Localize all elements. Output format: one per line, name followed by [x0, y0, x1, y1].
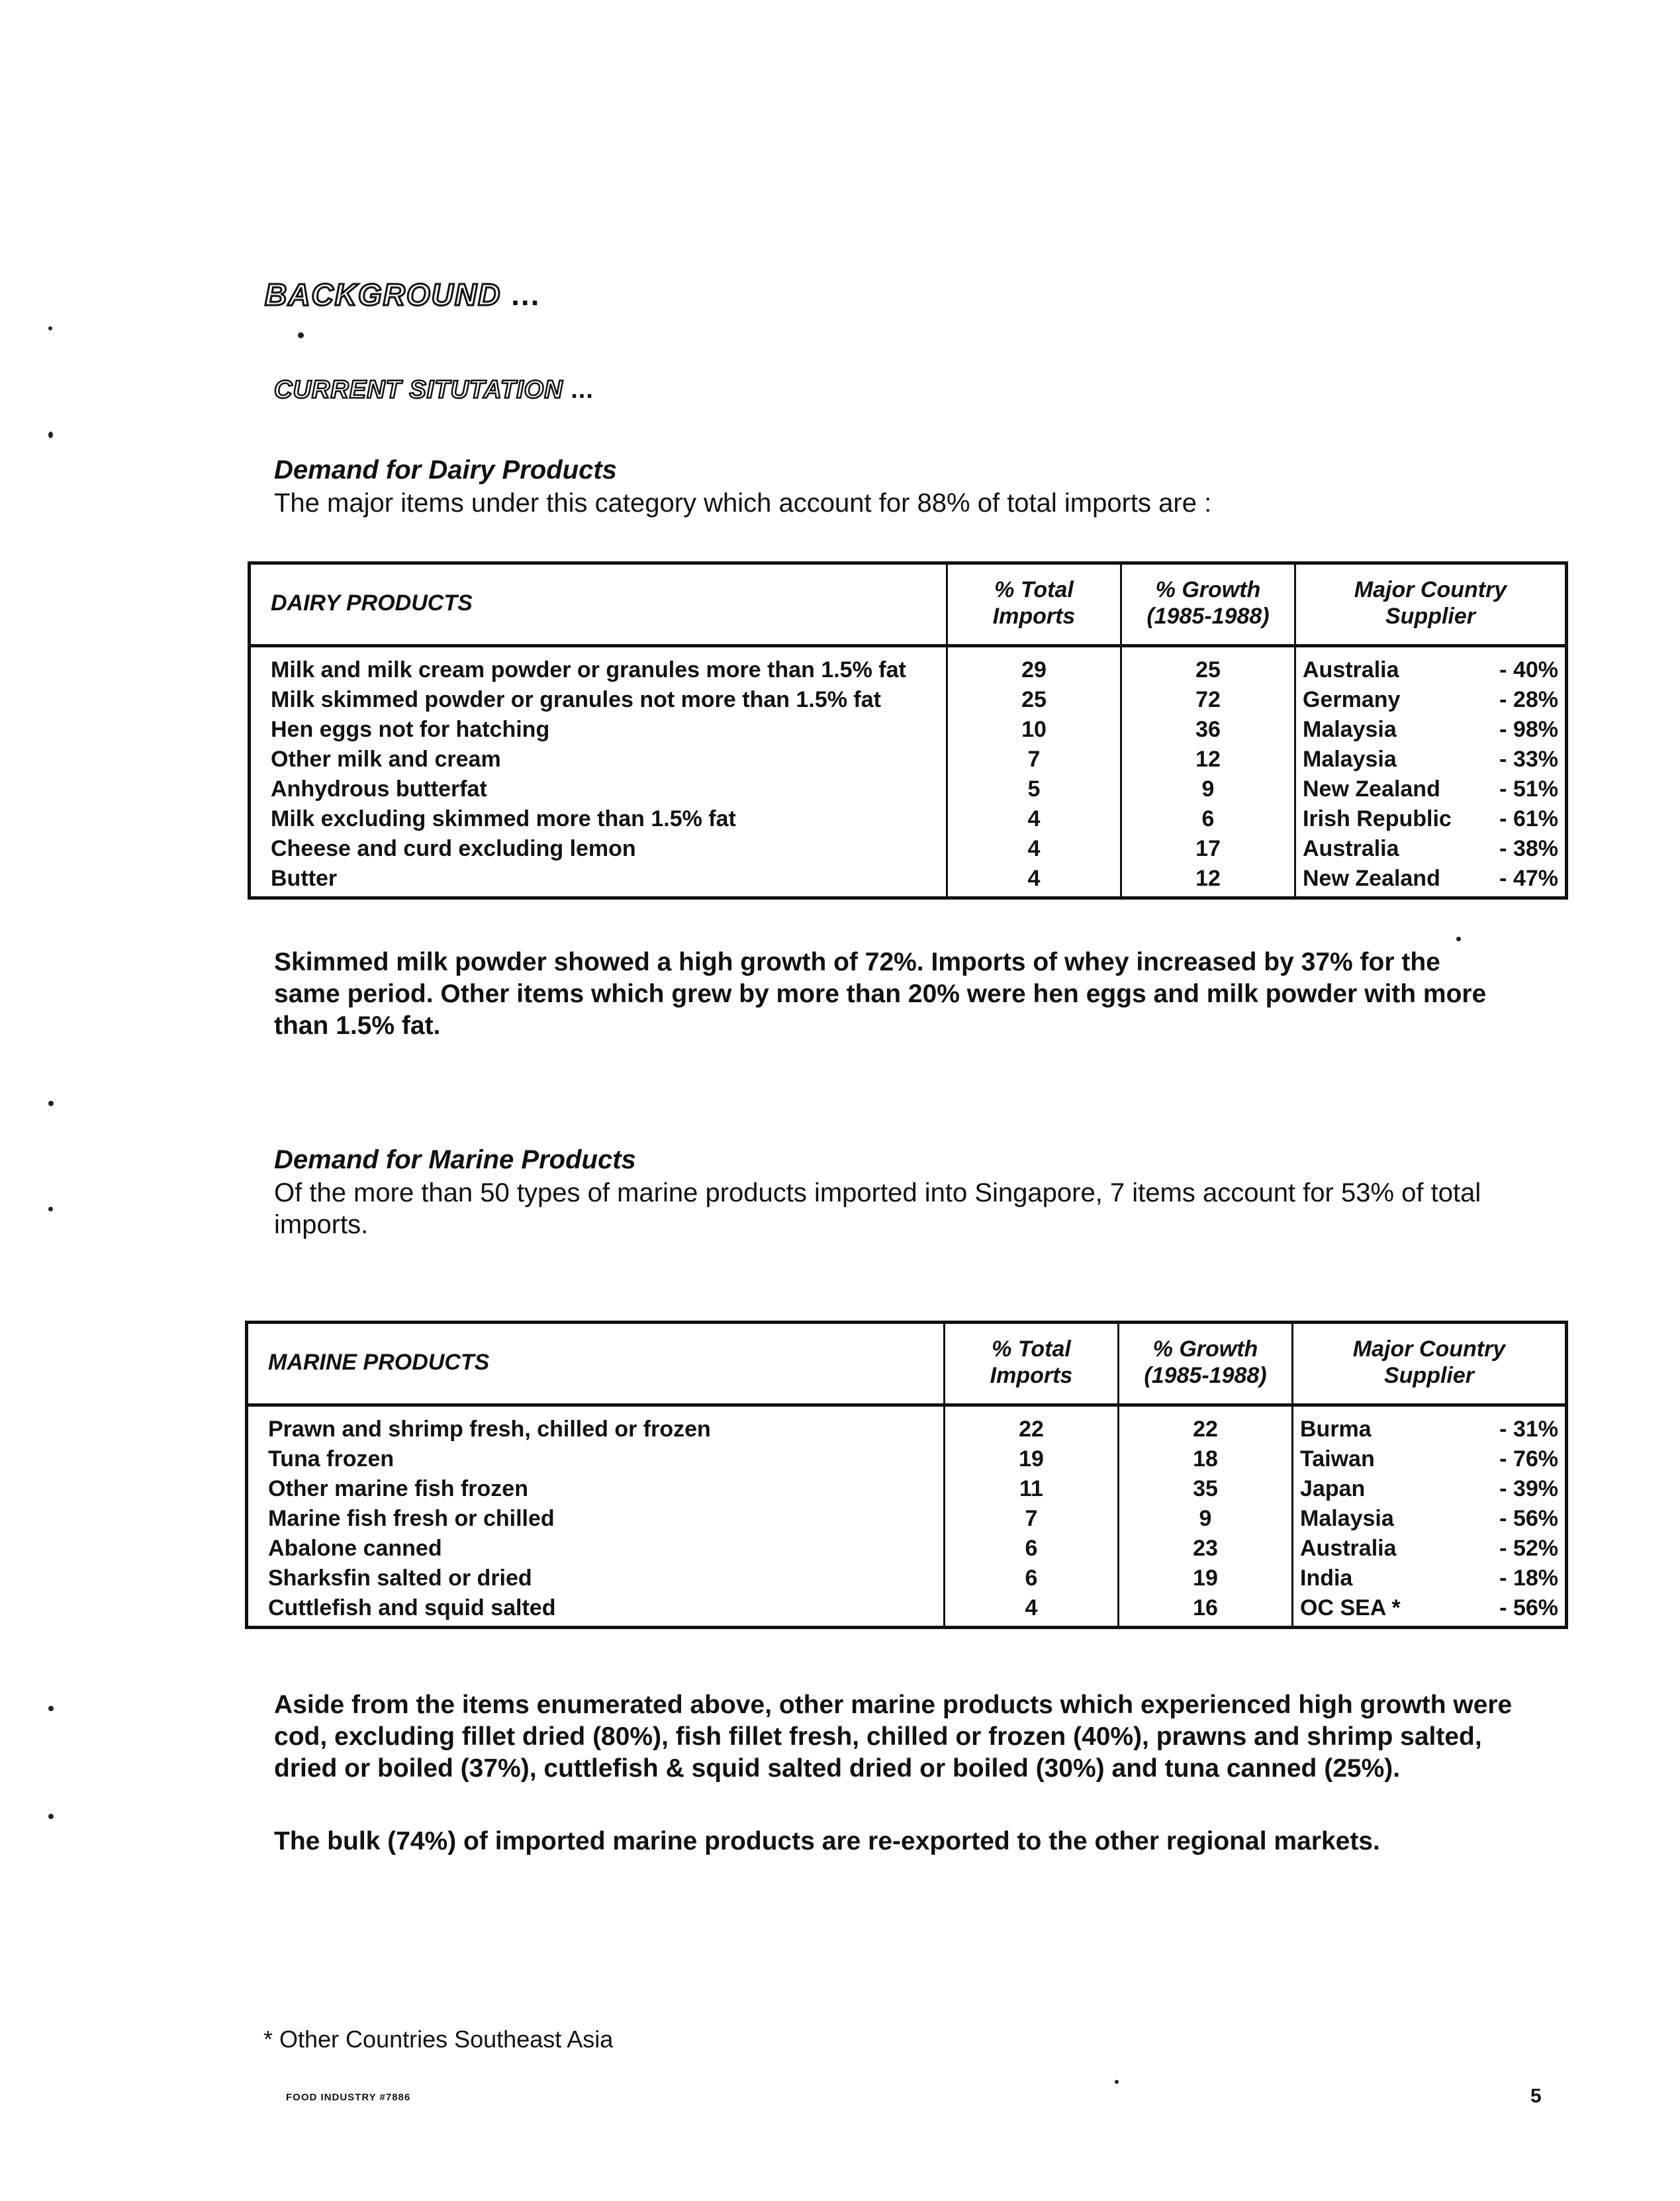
cell-product: Other milk and cream [271, 747, 501, 772]
cell-total-imports: 10 [947, 715, 1121, 745]
supplier-share: - 51% [1499, 776, 1558, 802]
column-header-major-country-supplier: Major Country Supplier [1293, 1323, 1567, 1405]
cell-product: Anhydrous butterfat [271, 776, 487, 802]
cell-total-imports: 29 [947, 646, 1121, 686]
cell-product: Milk and milk cream powder or granules more than 1.5% fat [271, 657, 906, 682]
background-heading: BACKGROUND ... [265, 277, 541, 312]
table-row [247, 1474, 1567, 1504]
cell-total-imports: 4 [947, 804, 1121, 834]
column-header-major-country-supplier: Major Country Supplier [1295, 563, 1567, 646]
table-row [250, 834, 1567, 864]
cell-product: Milk skimmed powder or granules not more than 1.5% fat [271, 687, 881, 712]
cell-growth: 9 [1121, 774, 1295, 804]
supplier-country: Australia [1303, 657, 1399, 682]
cell-supplier [1295, 864, 1567, 898]
supplier-country: New Zealand [1303, 866, 1440, 891]
cell-growth: 19 [1119, 1564, 1293, 1593]
table-row [250, 685, 1567, 715]
cell-product: Abalone canned [268, 1536, 442, 1561]
marine-paragraph-reexport: The bulk (74%) of imported marine products are re-exported to the other regional markets. [274, 1827, 1380, 1855]
marine-table-body [247, 1405, 1567, 1628]
supplier-share: - 31% [1499, 1417, 1558, 1442]
table-row [247, 1504, 1567, 1534]
marine-intro: Of the more than 50 types of marine products imported into Singapore, 7 items account for 53% of total imports. [274, 1178, 1481, 1239]
cell-growth: 35 [1119, 1474, 1293, 1504]
supplier-share: - 28% [1499, 687, 1558, 712]
cell-product: Milk excluding skimmed more than 1.5% fat [271, 806, 736, 831]
cell-supplier [1293, 1564, 1567, 1593]
cell-product: Butter [271, 866, 338, 891]
table-header-row [250, 563, 1567, 646]
cell-growth: 22 [1119, 1405, 1293, 1445]
cell-growth: 23 [1119, 1534, 1293, 1564]
column-header-growth: % Growth (1985-1988) [1119, 1323, 1293, 1405]
cell-total-imports: 22 [945, 1405, 1119, 1445]
marine-products-table [245, 1321, 1568, 1629]
cell-growth: 17 [1121, 834, 1295, 864]
supplier-share: - 47% [1499, 866, 1558, 891]
table-row [250, 864, 1567, 898]
cell-growth: 9 [1119, 1504, 1293, 1534]
cell-product: Prawn and shrimp fresh, chilled or frozen [268, 1417, 711, 1442]
supplier-country: Malaysia [1300, 1506, 1394, 1531]
column-header-total-imports: % Total Imports [945, 1323, 1119, 1405]
cell-total-imports: 11 [945, 1474, 1119, 1504]
supplier-share: - 61% [1499, 806, 1558, 831]
scan-speck [1456, 937, 1461, 941]
cell-supplier [1293, 1593, 1567, 1628]
supplier-country: Malaysia [1303, 717, 1397, 742]
dairy-intro: The major items under this category which account for 88% of total imports are : [274, 489, 1212, 518]
cell-total-imports: 4 [947, 834, 1121, 864]
supplier-share: - 38% [1499, 836, 1558, 861]
cell-product: Tuna frozen [268, 1446, 395, 1472]
column-header-total-imports: % Total Imports [947, 563, 1121, 646]
cell-growth: 6 [1121, 804, 1295, 834]
supplier-share: - 52% [1499, 1536, 1558, 1561]
cell-product: Other marine fish frozen [268, 1476, 528, 1501]
cell-growth: 36 [1121, 715, 1295, 745]
table-row [250, 745, 1567, 774]
table-row [250, 804, 1567, 834]
footer-publication: FOOD INDUSTRY #7886 [286, 2092, 411, 2103]
supplier-share: - 56% [1499, 1595, 1558, 1620]
cell-supplier [1295, 834, 1567, 864]
cell-total-imports: 6 [945, 1534, 1119, 1564]
cell-product: Cheese and curd excluding lemon [271, 836, 636, 861]
supplier-share: - 40% [1499, 657, 1558, 682]
supplier-country: Australia [1303, 836, 1399, 861]
cell-growth: 12 [1121, 745, 1295, 774]
cell-total-imports: 25 [947, 685, 1121, 715]
cell-growth: 25 [1121, 646, 1295, 686]
table-header-row [247, 1323, 1567, 1405]
cell-supplier [1295, 774, 1567, 804]
supplier-country: Malaysia [1303, 747, 1397, 772]
cell-supplier [1295, 715, 1567, 745]
background-heading-text: BACKGROUND [265, 277, 502, 312]
supplier-share: - 33% [1499, 747, 1558, 772]
cell-growth: 12 [1121, 864, 1295, 898]
table-row [247, 1405, 1567, 1445]
cell-total-imports: 7 [945, 1504, 1119, 1534]
supplier-country: Taiwan [1300, 1446, 1375, 1472]
scan-speck [298, 332, 304, 338]
cell-total-imports: 6 [945, 1564, 1119, 1593]
cell-total-imports: 7 [947, 745, 1121, 774]
table-row [250, 715, 1567, 745]
table-row [247, 1444, 1567, 1474]
cell-supplier [1295, 646, 1567, 686]
cell-product: Sharksfin salted or dried [268, 1566, 532, 1591]
cell-supplier [1293, 1534, 1567, 1564]
cell-supplier [1293, 1504, 1567, 1534]
scan-speck [1115, 2080, 1119, 2084]
page-number: 5 [1530, 2085, 1542, 2107]
cell-supplier [1293, 1444, 1567, 1474]
column-header-growth: % Growth (1985-1988) [1121, 563, 1295, 646]
cell-total-imports: 4 [945, 1593, 1119, 1628]
cell-supplier [1295, 804, 1567, 834]
cell-growth: 72 [1121, 685, 1295, 715]
supplier-country: Burma [1300, 1417, 1372, 1442]
table-row [247, 1593, 1567, 1628]
table-row [247, 1534, 1567, 1564]
cell-product: Hen eggs not for hatching [271, 717, 550, 742]
table-row [247, 1564, 1567, 1593]
scan-speck [48, 1706, 54, 1711]
scan-speck [48, 326, 52, 330]
footnote: * Other Countries Southeast Asia [263, 2026, 614, 2053]
supplier-share: - 18% [1499, 1566, 1558, 1591]
cell-total-imports: 19 [945, 1444, 1119, 1474]
cell-growth: 16 [1119, 1593, 1293, 1628]
cell-product: Cuttlefish and squid salted [268, 1595, 556, 1620]
supplier-share: - 39% [1499, 1476, 1558, 1501]
cell-supplier [1295, 745, 1567, 774]
supplier-country: India [1300, 1566, 1353, 1591]
dairy-paragraph: Skimmed milk powder showed a high growth of 72%. Imports of whey increased by 37% for the same period. Other items which grew by more than 20% were hen eggs and milk powder with more than 1.5% fat. [274, 948, 1487, 1040]
current-situation-heading: CURRENT SITUTATION ... [274, 376, 594, 404]
supplier-share: - 98% [1499, 717, 1558, 742]
scan-speck [48, 1101, 54, 1106]
marine-section-title: Demand for Marine Products [274, 1145, 636, 1174]
supplier-country: Australia [1300, 1536, 1397, 1561]
column-header-product: MARINE PRODUCTS [247, 1323, 945, 1405]
column-header-product: DAIRY PRODUCTS [250, 563, 947, 646]
supplier-share: - 76% [1499, 1446, 1558, 1472]
supplier-country: Japan [1300, 1476, 1366, 1501]
supplier-country: Irish Republic [1303, 806, 1452, 831]
cell-product: Marine fish fresh or chilled [268, 1506, 555, 1531]
table-row [250, 774, 1567, 804]
dairy-table-body [250, 646, 1567, 898]
scan-speck [48, 432, 53, 438]
supplier-country: New Zealand [1303, 776, 1440, 802]
cell-total-imports: 5 [947, 774, 1121, 804]
scan-speck [48, 1207, 53, 1211]
supplier-country: Germany [1303, 687, 1401, 712]
cell-total-imports: 4 [947, 864, 1121, 898]
table-row [250, 646, 1567, 686]
cell-growth: 18 [1119, 1444, 1293, 1474]
cell-supplier [1293, 1474, 1567, 1504]
supplier-country: OC SEA * [1300, 1595, 1401, 1620]
supplier-share: - 56% [1499, 1506, 1558, 1531]
cell-supplier [1295, 685, 1567, 715]
dairy-section-title: Demand for Dairy Products [274, 455, 617, 485]
scan-speck [48, 1814, 54, 1819]
cell-supplier [1293, 1405, 1567, 1445]
dairy-products-table [248, 561, 1568, 900]
marine-paragraph-growth: Aside from the items enumerated above, other marine products which experienced high growth were cod, excluding fillet dried (80%), fish fillet fresh, chilled or frozen (40%), prawns and shrimp salted, dried or boiled (37%), cuttlefish & squid salted dried or boiled (30%) and tuna canned (25%). [274, 1691, 1513, 1783]
current-situation-heading-text: CURRENT SITUTATION [274, 376, 563, 404]
